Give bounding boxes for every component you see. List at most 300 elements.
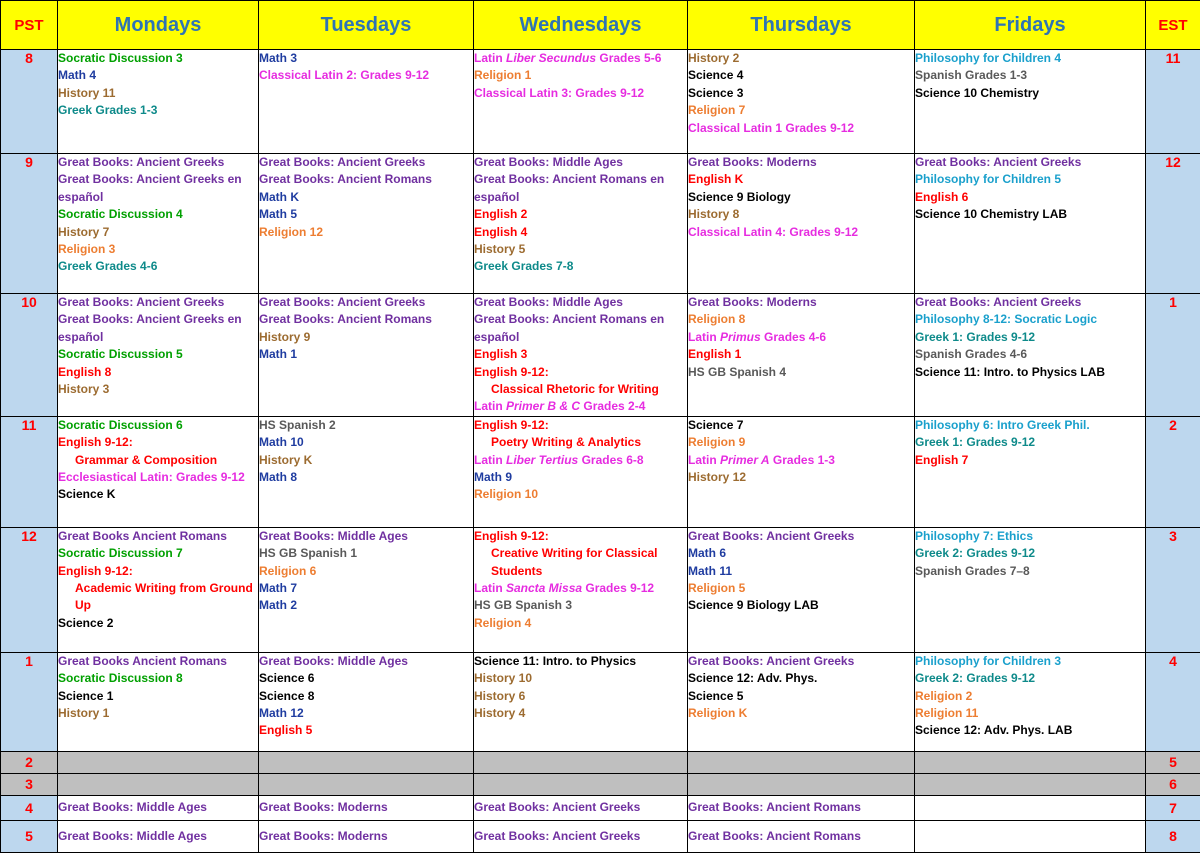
class-entry: [259, 189, 473, 206]
class-text: Science 4: [688, 68, 744, 83]
class-text: Greek 1: Grades 9-12: [915, 329, 1036, 344]
pst-header: PST: [1, 1, 58, 50]
class-text: History 11: [58, 85, 116, 100]
class-entry: [259, 670, 473, 687]
class-text: Math 4: [58, 68, 97, 83]
class-entry: [259, 224, 473, 241]
class-text: Science 7: [688, 417, 744, 432]
class-entry: [915, 67, 1145, 84]
class-text: Latin: [688, 452, 720, 467]
class-entry: [474, 545, 687, 580]
class-entry: [474, 346, 687, 363]
class-entry: [688, 329, 914, 346]
class-text: English 7: [915, 452, 969, 467]
class-text: Math 10: [259, 435, 304, 450]
class-entry: [915, 189, 1145, 206]
class-entry: [474, 434, 687, 451]
class-text: Greek 2: Grades 9-12: [915, 671, 1036, 686]
class-entry: [688, 828, 914, 845]
class-text: Great Books: Ancient Romans: [259, 172, 432, 187]
class-text: Greek 2: Grades 9-12: [915, 546, 1036, 561]
class-entry: [259, 688, 473, 705]
class-text: Math 5: [259, 207, 298, 222]
est-time: 12: [1146, 154, 1200, 294]
cell-wednesday: [474, 50, 688, 154]
class-entry: [58, 258, 258, 275]
class-text: Great Books: Moderns: [688, 155, 817, 169]
class-entry: [688, 597, 914, 614]
class-entry: [688, 311, 914, 328]
class-text: Great Books: Moderns: [259, 800, 388, 815]
class-entry: [688, 206, 914, 223]
class-entry: [474, 580, 687, 597]
class-entry: [259, 563, 473, 580]
class-entry: [259, 722, 473, 739]
class-text: Great Books: Ancient Greeks: [474, 828, 641, 843]
header-row: [1, 1, 1200, 50]
time-slot-row: [1, 773, 1200, 795]
class-text: Great Books: Moderns: [688, 295, 817, 309]
class-entry: [915, 154, 1145, 171]
pst-time: 3: [1, 773, 58, 795]
cell-tuesday: [259, 820, 474, 852]
class-text: Grades 5-6: [596, 51, 662, 65]
cell-friday: [915, 294, 1146, 417]
cell-friday: [915, 820, 1146, 852]
class-text: English K: [688, 172, 744, 187]
class-text: Math 3: [259, 51, 298, 65]
class-text: Latin: [688, 329, 720, 344]
class-text: Science 3: [688, 85, 744, 100]
class-text: Great Books: Ancient Greeks: [688, 528, 855, 543]
class-entry: [58, 580, 258, 615]
class-text: History 10: [474, 671, 533, 686]
class-text: Science 10 Chemistry: [915, 85, 1040, 100]
class-text: Religion 11: [915, 706, 979, 721]
class-entry: [474, 364, 687, 381]
class-entry: [688, 189, 914, 206]
cell-friday: [915, 652, 1146, 751]
class-entry: [915, 452, 1145, 469]
class-entry: [58, 67, 258, 84]
class-entry: [474, 171, 687, 206]
cell-monday: [58, 416, 259, 527]
cell-friday: [915, 154, 1146, 294]
class-text: Great Books: Ancient Greeks en español: [58, 172, 242, 204]
class-entry: [58, 364, 258, 381]
class-entry: [688, 705, 914, 722]
class-text: History K: [259, 452, 313, 467]
est-header: EST: [1146, 1, 1200, 50]
class-text: Grades 6-8: [578, 452, 644, 467]
cell-monday: [58, 50, 259, 154]
class-entry: [474, 688, 687, 705]
class-entry: [474, 486, 687, 503]
class-entry: [915, 528, 1145, 545]
est-time: 7: [1146, 795, 1200, 820]
class-entry: [474, 670, 687, 687]
class-text: English 9-12:: [474, 417, 549, 432]
class-entry: [58, 452, 258, 469]
class-entry: [259, 545, 473, 562]
class-text: Great Books: Ancient Greeks: [259, 155, 426, 169]
class-text: Science 12: Adv. Phys.: [688, 671, 818, 686]
class-text: Grades 4-6: [760, 329, 827, 344]
time-slot-row: [1, 154, 1200, 294]
class-text: Science 12: Adv. Phys. LAB: [915, 723, 1073, 738]
class-entry: [58, 688, 258, 705]
class-text: Science 2: [58, 615, 114, 630]
class-text: Socratic Discussion 5: [58, 347, 183, 362]
est-time: 5: [1146, 751, 1200, 773]
class-text: Spanish Grades 7–8: [915, 563, 1030, 578]
class-entry: [688, 545, 914, 562]
class-entry: [474, 50, 687, 67]
class-entry: [259, 50, 473, 67]
class-text: Socratic Discussion 6: [58, 417, 183, 432]
class-text: English 9-12:: [474, 528, 549, 543]
class-entry: [58, 670, 258, 687]
class-entry: [474, 67, 687, 84]
class-entry: [688, 50, 914, 67]
cell-thursday: [688, 773, 915, 795]
class-text: Philosophy 6: Intro Greek Phil.: [915, 417, 1090, 432]
pst-time: 9: [1, 154, 58, 294]
class-entry: [474, 597, 687, 614]
class-text: Great Books: Ancient Romans: [688, 800, 861, 815]
pst-time: 8: [1, 50, 58, 154]
class-title-italic: Primer A: [720, 452, 770, 467]
class-entry: [688, 469, 914, 486]
class-entry: [58, 528, 258, 545]
class-text: History 3: [58, 382, 110, 397]
class-entry: [688, 580, 914, 597]
pst-time: 1: [1, 652, 58, 751]
class-entry: [915, 171, 1145, 188]
class-entry: [58, 615, 258, 632]
class-text: Classical Latin 3: Grades 9-12: [474, 85, 645, 100]
class-text: Religion 8: [688, 312, 746, 327]
class-entry: [259, 528, 473, 545]
class-text: Religion 9: [688, 435, 746, 450]
est-time: 3: [1146, 527, 1200, 652]
class-entry: [915, 206, 1145, 223]
class-text: Latin: [474, 452, 506, 467]
class-entry: [58, 486, 258, 503]
class-text: Great Books: Middle Ages: [58, 828, 207, 843]
class-text: Great Books: Ancient Greeks: [58, 155, 225, 169]
class-text: Great Books: Ancient Romans: [688, 828, 861, 843]
class-entry: [58, 653, 258, 670]
cell-monday: [58, 294, 259, 417]
class-text: Ecclesiastical Latin: Grades 9-12: [58, 470, 245, 485]
class-entry: [259, 67, 473, 84]
class-text: Poetry Writing & Analytics: [491, 435, 642, 450]
cell-tuesday: [259, 652, 474, 751]
class-text: Greek 1: Grades 9-12: [915, 435, 1036, 450]
class-entry: [474, 294, 687, 311]
time-slot-row: [1, 416, 1200, 527]
class-text: Philosophy for Children 5: [915, 172, 1062, 187]
time-slot-row: [1, 751, 1200, 773]
cell-wednesday: [474, 416, 688, 527]
cell-wednesday: [474, 795, 688, 820]
class-text: Philosophy 8-12: Socratic Logic: [915, 312, 1098, 327]
cell-monday: [58, 527, 259, 652]
class-entry: [474, 653, 687, 670]
class-entry: [915, 670, 1145, 687]
class-entry: [474, 799, 687, 816]
est-time: 6: [1146, 773, 1200, 795]
class-entry: [259, 799, 473, 816]
class-entry: [58, 206, 258, 223]
cell-wednesday: [474, 773, 688, 795]
class-entry: [688, 171, 914, 188]
class-text: Great Books: Middle Ages: [474, 155, 623, 169]
cell-thursday: [688, 294, 915, 417]
class-text: Grades 1-3: [769, 452, 835, 467]
class-entry: [58, 311, 258, 346]
class-entry: [915, 705, 1145, 722]
est-time: 4: [1146, 652, 1200, 751]
class-entry: [474, 469, 687, 486]
class-entry: [58, 705, 258, 722]
class-entry: [474, 206, 687, 223]
class-entry: [58, 241, 258, 258]
class-text: Socratic Discussion 8: [58, 671, 183, 686]
class-entry: [259, 705, 473, 722]
class-text: Socratic Discussion 4: [58, 207, 183, 222]
class-text: Great Books: Ancient Romans en español: [474, 172, 665, 204]
cell-monday: [58, 751, 259, 773]
class-text: Math K: [259, 189, 299, 204]
class-text: Science 6: [259, 671, 315, 686]
class-text: Great Books: Middle Ages: [259, 528, 408, 543]
class-entry: [58, 799, 258, 816]
class-text: Religion 6: [259, 563, 317, 578]
class-entry: [688, 120, 914, 137]
class-entry: [474, 224, 687, 241]
cell-thursday: [688, 795, 915, 820]
class-text: Math 2: [259, 598, 298, 613]
class-text: Science 10 Chemistry LAB: [915, 207, 1068, 222]
class-text: Science 8: [259, 688, 315, 703]
class-entry: [688, 799, 914, 816]
cell-wednesday: [474, 820, 688, 852]
class-entry: [474, 85, 687, 102]
class-text: Science 5: [688, 688, 744, 703]
class-entry: [688, 102, 914, 119]
cell-friday: [915, 527, 1146, 652]
class-title-italic: Sancta Missa: [506, 581, 583, 596]
class-text: Grades 9-12: [582, 581, 655, 596]
class-entry: [915, 563, 1145, 580]
pst-time: 10: [1, 294, 58, 417]
class-entry: [58, 563, 258, 580]
class-text: Religion 12: [259, 224, 324, 239]
class-text: Great Books: Ancient Greeks: [915, 295, 1082, 309]
class-text: Classical Latin 1 Grades 9-12: [688, 120, 855, 135]
class-text: Math 9: [474, 470, 513, 485]
class-entry: [259, 434, 473, 451]
cell-wednesday: [474, 652, 688, 751]
class-text: Religion 7: [688, 103, 746, 118]
cell-wednesday: [474, 294, 688, 417]
class-text: Religion 3: [58, 242, 116, 257]
class-entry: [474, 381, 687, 398]
class-entry: [688, 528, 914, 545]
class-text: Great Books: Ancient Romans: [259, 312, 432, 327]
cell-tuesday: [259, 527, 474, 652]
cell-monday: [58, 820, 259, 852]
class-text: English 6: [915, 189, 969, 204]
class-text: Great Books: Ancient Greeks: [915, 155, 1082, 169]
class-entry: [688, 346, 914, 363]
class-entry: [259, 580, 473, 597]
day-header-tuesday: Tuesdays: [259, 1, 474, 50]
class-text: Great Books: Moderns: [259, 828, 388, 843]
class-text: Religion 1: [474, 68, 532, 83]
class-entry: [688, 670, 914, 687]
class-text: Greek Grades 7-8: [474, 259, 574, 274]
class-entry: [688, 417, 914, 434]
class-title-italic: Liber Secundus: [506, 51, 597, 65]
class-text: Classical Latin 4: Grades 9-12: [688, 224, 859, 239]
class-text: Great Books: Middle Ages: [58, 800, 207, 815]
class-entry: [688, 452, 914, 469]
class-text: Math 6: [688, 546, 727, 561]
class-entry: [259, 346, 473, 363]
class-text: Science 11: Intro. to Physics LAB: [915, 364, 1106, 379]
cell-friday: [915, 795, 1146, 820]
class-text: HS Spanish 2: [259, 417, 336, 432]
class-entry: [259, 597, 473, 614]
class-text: History 4: [474, 706, 526, 721]
day-header-thursday: Thursdays: [688, 1, 915, 50]
class-text: Science K: [58, 487, 116, 502]
class-title-italic: Primer B & C: [506, 399, 581, 414]
class-entry: [259, 452, 473, 469]
class-entry: [58, 417, 258, 434]
class-entry: [58, 50, 258, 67]
day-header-monday: Mondays: [58, 1, 259, 50]
class-entry: [915, 364, 1145, 381]
est-time: 8: [1146, 820, 1200, 852]
class-entry: [259, 828, 473, 845]
pst-time: 5: [1, 820, 58, 852]
time-slot-row: [1, 527, 1200, 652]
pst-time: 2: [1, 751, 58, 773]
class-entry: [259, 469, 473, 486]
class-entry: [688, 364, 914, 381]
cell-monday: [58, 652, 259, 751]
cell-tuesday: [259, 773, 474, 795]
class-text: Philosophy for Children 4: [915, 51, 1062, 65]
class-text: Religion 10: [474, 487, 539, 502]
class-text: Religion 5: [688, 581, 746, 596]
class-text: English 9-12:: [474, 364, 549, 379]
class-text: Science 9 Biology LAB: [688, 598, 819, 613]
class-text: Philosophy 7: Ethics: [915, 528, 1034, 543]
class-text: English 2: [474, 207, 528, 222]
class-text: Academic Writing from Ground Up: [75, 581, 253, 613]
class-text: English 5: [259, 723, 313, 738]
class-text: HS GB Spanish 4: [688, 364, 787, 379]
class-text: Religion 2: [915, 688, 973, 703]
cell-tuesday: [259, 294, 474, 417]
cell-tuesday: [259, 154, 474, 294]
class-entry: [474, 615, 687, 632]
class-entry: [915, 346, 1145, 363]
class-entry: [474, 528, 687, 545]
class-text: Socratic Discussion 3: [58, 51, 183, 65]
class-entry: [259, 294, 473, 311]
class-text: Great Books: Ancient Greeks: [474, 800, 641, 815]
class-entry: [915, 50, 1145, 67]
class-entry: [58, 171, 258, 206]
class-entry: [915, 311, 1145, 328]
class-title-italic: Primus: [720, 329, 761, 344]
cell-tuesday: [259, 795, 474, 820]
class-text: Socratic Discussion 7: [58, 546, 183, 561]
class-entry: [915, 653, 1145, 670]
class-entry: [688, 85, 914, 102]
cell-friday: [915, 773, 1146, 795]
class-entry: [259, 311, 473, 328]
class-text: History 12: [688, 470, 747, 485]
class-text: English 4: [474, 224, 528, 239]
time-slot-row: [1, 294, 1200, 417]
class-entry: [259, 171, 473, 188]
class-text: Latin: [474, 399, 506, 414]
class-text: Creative Writing for Classical Students: [491, 546, 658, 578]
class-text: HS GB Spanish 1: [259, 546, 358, 561]
class-entry: [474, 241, 687, 258]
schedule-body: [1, 50, 1200, 853]
day-header-friday: Fridays: [915, 1, 1146, 50]
cell-friday: [915, 751, 1146, 773]
class-entry: [58, 294, 258, 311]
class-text: Great Books: Middle Ages: [259, 653, 408, 668]
class-entry: [58, 828, 258, 845]
class-entry: [915, 434, 1145, 451]
est-time: 11: [1146, 50, 1200, 154]
class-entry: [688, 224, 914, 241]
class-text: Great Books: Ancient Greeks en español: [58, 312, 242, 344]
pst-time: 12: [1, 527, 58, 652]
class-entry: [58, 102, 258, 119]
class-text: Religion K: [688, 706, 748, 721]
class-text: Math 1: [259, 347, 298, 362]
class-text: Science 11: Intro. to Physics: [474, 653, 637, 668]
class-entry: [58, 154, 258, 171]
class-text: History 5: [474, 242, 526, 257]
class-text: English 9-12:: [58, 435, 133, 450]
cell-tuesday: [259, 50, 474, 154]
class-text: Greek Grades 1-3: [58, 103, 158, 118]
class-entry: [259, 206, 473, 223]
class-entry: [259, 417, 473, 434]
cell-wednesday: [474, 751, 688, 773]
cell-thursday: [688, 820, 915, 852]
class-text: History 7: [58, 224, 110, 239]
class-text: HS GB Spanish 3: [474, 598, 573, 613]
class-entry: [259, 653, 473, 670]
cell-tuesday: [259, 416, 474, 527]
class-entry: [58, 469, 258, 486]
class-entry: [915, 85, 1145, 102]
class-text: Spanish Grades 1-3: [915, 68, 1028, 83]
